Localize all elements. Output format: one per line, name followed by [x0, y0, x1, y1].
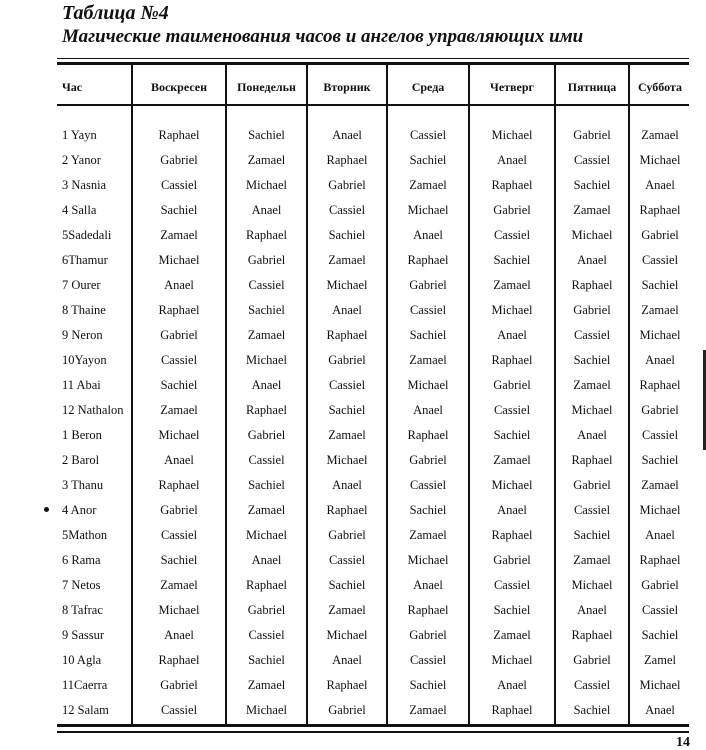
angel-cell: Sachiel	[493, 428, 531, 442]
angel-cell: Raphael	[158, 653, 200, 667]
angel-cell: Gabriel	[328, 528, 366, 542]
angel-cell: Gabriel	[328, 703, 366, 717]
angel-cell: Raphael	[326, 153, 368, 167]
angel-cell: Raphael	[491, 178, 533, 192]
table-row	[0, 573, 706, 598]
hour-cell: 8 Thaine	[62, 303, 106, 317]
table-caption: Таблица №4	[62, 2, 169, 24]
angel-cell: Raphael	[571, 278, 613, 292]
angel-cell: Raphael	[571, 453, 613, 467]
angel-cell: Raphael	[246, 228, 287, 242]
table-row	[0, 298, 706, 323]
angel-cell: Sachiel	[493, 253, 531, 267]
hour-cell: 12 Salam	[62, 703, 109, 717]
angel-cell: Anael	[645, 703, 675, 717]
angel-cell: Anael	[645, 528, 675, 542]
angel-cell: Raphael	[407, 603, 449, 617]
angel-cell: Michael	[246, 528, 287, 542]
angel-cell: Michael	[571, 403, 613, 417]
angel-cell: Gabriel	[573, 128, 611, 142]
angel-cell: Anael	[164, 628, 194, 642]
angel-cell: Gabriel	[573, 478, 611, 492]
angel-cell: Michael	[491, 653, 533, 667]
angel-cell: Anael	[497, 503, 527, 517]
angel-cell: Anael	[332, 478, 362, 492]
hour-cell: 4 Salla	[62, 203, 97, 217]
column-header-wednesday: Среда	[411, 80, 445, 94]
angel-cell: Gabriel	[409, 278, 447, 292]
bottom-rule-thick	[57, 724, 689, 727]
angel-cell: Sachiel	[248, 653, 285, 667]
table-row	[0, 698, 706, 723]
angel-cell: Gabriel	[641, 228, 679, 242]
table-row	[0, 548, 706, 573]
angel-cell: Zamael	[493, 453, 531, 467]
angel-cell: Raphael	[571, 628, 613, 642]
angel-cell: Zamael	[641, 303, 679, 317]
angel-cell: Cassiel	[573, 503, 611, 517]
angel-cell: Gabriel	[160, 503, 198, 517]
angel-cell: Michael	[639, 678, 681, 692]
table-row	[0, 198, 706, 223]
angel-cell: Zamael	[160, 578, 198, 592]
hour-cell: 7 Ourer	[62, 278, 101, 292]
angel-cell: Michael	[407, 378, 449, 392]
angel-cell: Cassiel	[573, 328, 611, 342]
angel-cell: Anael	[577, 603, 607, 617]
angel-cell: Anael	[497, 678, 527, 692]
table-row	[0, 148, 706, 173]
angel-cell: Sachiel	[493, 603, 531, 617]
angel-cell: Michael	[246, 353, 287, 367]
margin-mark	[44, 507, 49, 512]
table-row	[0, 498, 706, 523]
angel-cell: Sachiel	[641, 628, 679, 642]
hour-cell: 7 Netos	[62, 578, 101, 592]
angel-cell: Anael	[497, 328, 527, 342]
angel-cell: Sachiel	[248, 303, 285, 317]
angel-cell: Gabriel	[160, 678, 198, 692]
angel-cell: Gabriel	[573, 303, 611, 317]
table-row	[0, 448, 706, 473]
column-header-monday: Понедельн	[237, 80, 296, 94]
hour-cell: 2 Yanor	[62, 153, 101, 167]
angel-cell: Anael	[645, 178, 675, 192]
angel-cell: Anael	[332, 653, 362, 667]
angel-cell: Anael	[413, 403, 443, 417]
angel-cell: Anael	[497, 153, 527, 167]
hour-cell: 11 Abai	[62, 378, 101, 392]
angel-cell: Raphael	[639, 553, 681, 567]
column-header-sunday: Воскресен	[150, 80, 208, 94]
header-rule	[57, 104, 689, 106]
angel-cell: Anael	[645, 353, 675, 367]
angel-cell: Sachiel	[328, 578, 366, 592]
angel-cell: Sachiel	[328, 228, 366, 242]
angel-cell: Michael	[639, 503, 681, 517]
angel-cell: Cassiel	[641, 603, 679, 617]
hour-cell: 12 Nathalon	[62, 403, 124, 417]
column-header-saturday: Суббота	[638, 80, 682, 94]
table-row	[0, 598, 706, 623]
table-row	[0, 348, 706, 373]
table-row	[0, 248, 706, 273]
table-row	[0, 623, 706, 648]
angel-cell: Sachiel	[160, 203, 198, 217]
angel-cell: Zamael	[573, 378, 611, 392]
angel-cell: Zamael	[247, 153, 286, 167]
angel-cell: Raphael	[326, 503, 368, 517]
angel-cell: Gabriel	[409, 453, 447, 467]
hour-cell: 5Sadedali	[62, 228, 112, 242]
angel-cell: Gabriel	[160, 153, 198, 167]
angel-cell: Anael	[577, 428, 607, 442]
angel-cell: Cassiel	[328, 203, 366, 217]
angel-cell: Cassiel	[160, 353, 198, 367]
angel-cell: Raphael	[246, 578, 287, 592]
column-header-tuesday: Вторник	[323, 80, 371, 94]
angel-cell: Gabriel	[160, 328, 198, 342]
table-row	[0, 473, 706, 498]
angel-cell: Zamael	[328, 428, 366, 442]
angel-cell: Michael	[407, 203, 449, 217]
angel-cell: Sachiel	[409, 153, 447, 167]
angel-cell: Zamael	[328, 253, 366, 267]
angel-cell: Gabriel	[247, 428, 286, 442]
angel-cell: Sachiel	[409, 678, 447, 692]
angel-cell: Zamael	[493, 278, 531, 292]
angel-cell: Cassiel	[248, 453, 285, 467]
table-row	[0, 523, 706, 548]
angel-cell: Michael	[639, 153, 681, 167]
angel-cell: Zamael	[409, 528, 447, 542]
angel-cell: Cassiel	[493, 228, 531, 242]
angel-cell: Sachiel	[160, 553, 198, 567]
hour-cell: 2 Barol	[62, 453, 100, 467]
angel-cell: Raphael	[491, 353, 533, 367]
angel-cell: Michael	[571, 578, 613, 592]
angel-cell: Gabriel	[493, 378, 531, 392]
top-rule-thin	[57, 58, 689, 59]
angel-cell: Zamael	[160, 228, 198, 242]
angel-cell: Zamael	[573, 203, 611, 217]
angel-cell: Michael	[571, 228, 613, 242]
hour-cell: 11Caerra	[62, 678, 108, 692]
angel-cell: Cassiel	[409, 303, 447, 317]
table-row	[0, 423, 706, 448]
angel-cell: Sachiel	[573, 528, 611, 542]
hour-cell: 4 Anor	[62, 503, 97, 517]
angel-cell: Sachiel	[248, 478, 285, 492]
angel-cell: Raphael	[407, 428, 449, 442]
angel-cell: Michael	[326, 628, 368, 642]
angel-cell: Michael	[246, 703, 287, 717]
angel-cell: Sachiel	[641, 453, 679, 467]
hour-cell: 3 Nasnia	[62, 178, 107, 192]
bottom-rule-thin	[57, 731, 689, 733]
angel-cell: Zamael	[247, 678, 286, 692]
table-row	[0, 173, 706, 198]
angel-cell: Raphael	[158, 128, 200, 142]
angel-cell: Cassiel	[493, 403, 531, 417]
table-row	[0, 323, 706, 348]
angel-cell: Gabriel	[641, 578, 679, 592]
angel-cell: Cassiel	[641, 428, 679, 442]
angel-cell: Zamael	[247, 328, 286, 342]
angel-cell: Gabriel	[247, 603, 286, 617]
table-row	[0, 223, 706, 248]
angel-cell: Sachiel	[409, 503, 447, 517]
angel-cell: Gabriel	[328, 353, 366, 367]
angel-cell: Zamael	[409, 353, 447, 367]
angel-cell: Anael	[413, 578, 443, 592]
angel-cell: Michael	[246, 178, 287, 192]
angel-cell: Michael	[326, 453, 368, 467]
table-row	[0, 123, 706, 148]
table-row	[0, 648, 706, 673]
angel-cell: Cassiel	[248, 278, 285, 292]
angel-cell: Michael	[158, 428, 200, 442]
angel-cell: Cassiel	[493, 578, 531, 592]
hour-cell: 8 Tafrac	[62, 603, 103, 617]
angel-cell: Sachiel	[160, 378, 198, 392]
angel-cell: Michael	[407, 553, 449, 567]
hour-cell: 10Yayon	[62, 353, 107, 367]
hour-cell: 10 Agla	[62, 653, 102, 667]
angel-cell: Zamael	[573, 553, 611, 567]
table-title: Магические таименования часов и ангелов управляющих ими	[62, 26, 584, 47]
hour-cell: 9 Neron	[62, 328, 103, 342]
table-row	[0, 373, 706, 398]
angel-cell: Anael	[164, 278, 194, 292]
angel-cell: Cassiel	[160, 178, 198, 192]
angel-cell: Sachiel	[573, 353, 611, 367]
hour-cell: 6 Rama	[62, 553, 101, 567]
angel-cell: Cassiel	[573, 678, 611, 692]
hour-cell: 6Thamur	[62, 253, 108, 267]
angel-cell: Sachiel	[573, 178, 611, 192]
angel-cell: Michael	[491, 128, 533, 142]
angel-cell: Cassiel	[573, 153, 611, 167]
angel-cell: Anael	[577, 253, 607, 267]
angel-cell: Zamael	[493, 628, 531, 642]
angel-cell: Cassiel	[248, 628, 285, 642]
angel-cell: Cassiel	[328, 378, 366, 392]
angel-cell: Sachiel	[641, 278, 679, 292]
angel-cell: Sachiel	[248, 128, 285, 142]
column-header-friday: Пятница	[567, 80, 617, 94]
angel-cell: Raphael	[326, 678, 368, 692]
angel-cell: Raphael	[491, 528, 533, 542]
hour-cell: 1 Yayn	[62, 128, 97, 142]
angel-cell: Zamael	[409, 703, 447, 717]
top-rule-thick	[57, 62, 689, 65]
table-row	[0, 673, 706, 698]
angel-cell: Michael	[639, 328, 681, 342]
angel-cell: Cassiel	[641, 253, 679, 267]
hour-cell: 3 Thanu	[62, 478, 104, 492]
angel-cell: Sachiel	[573, 703, 611, 717]
angel-cell: Raphael	[158, 303, 200, 317]
angel-cell: Michael	[326, 278, 368, 292]
angel-cell: Michael	[158, 603, 200, 617]
table-row	[0, 398, 706, 423]
angel-cell: Anael	[251, 553, 282, 567]
angel-cell: Gabriel	[409, 628, 447, 642]
angel-cell: Cassiel	[409, 128, 447, 142]
angel-cell: Gabriel	[641, 403, 679, 417]
angel-cell: Sachiel	[409, 328, 447, 342]
angel-cell: Gabriel	[493, 553, 531, 567]
angel-cell: Cassiel	[328, 553, 366, 567]
angel-cell: Michael	[491, 478, 533, 492]
page-number: 14	[676, 735, 690, 750]
angel-cell: Cassiel	[409, 653, 447, 667]
angel-cell: Raphael	[491, 703, 533, 717]
angel-cell: Raphael	[326, 328, 368, 342]
angel-cell: Michael	[491, 303, 533, 317]
angel-cell: Raphael	[246, 403, 287, 417]
angel-cell: Zamael	[160, 403, 198, 417]
hour-cell: 5Mathon	[62, 528, 108, 542]
hour-cell: 9 Sassur	[62, 628, 105, 642]
angel-cell: Anael	[251, 203, 282, 217]
angel-cell: Cassiel	[160, 703, 198, 717]
angel-cell: Anael	[413, 228, 443, 242]
angel-cell: Sachiel	[328, 403, 366, 417]
column-header-hour: Час	[62, 80, 83, 94]
angel-cell: Gabriel	[573, 653, 611, 667]
angel-cell: Anael	[332, 303, 362, 317]
angel-cell: Raphael	[407, 253, 449, 267]
angel-cell: Zamael	[641, 128, 679, 142]
angel-cell: Cassiel	[160, 528, 198, 542]
angel-cell: Raphael	[639, 203, 681, 217]
angel-cell: Anael	[251, 378, 282, 392]
angel-cell: Gabriel	[493, 203, 531, 217]
angel-cell: Cassiel	[409, 478, 447, 492]
angel-cell: Gabriel	[247, 253, 286, 267]
angel-cell: Zamel	[644, 653, 676, 667]
angel-cell: Zamael	[247, 503, 286, 517]
column-header-thursday: Четверг	[490, 80, 534, 94]
angel-cell: Anael	[332, 128, 362, 142]
hour-cell: 1 Beron	[62, 428, 102, 442]
angel-cell: Zamael	[641, 478, 679, 492]
angel-cell: Anael	[164, 453, 194, 467]
angel-cell: Raphael	[158, 478, 200, 492]
table-row	[0, 273, 706, 298]
angel-cell: Raphael	[639, 378, 681, 392]
angel-cell: Zamael	[328, 603, 366, 617]
angel-cell: Gabriel	[328, 178, 366, 192]
angel-cell: Michael	[158, 253, 200, 267]
angel-cell: Zamael	[409, 178, 447, 192]
